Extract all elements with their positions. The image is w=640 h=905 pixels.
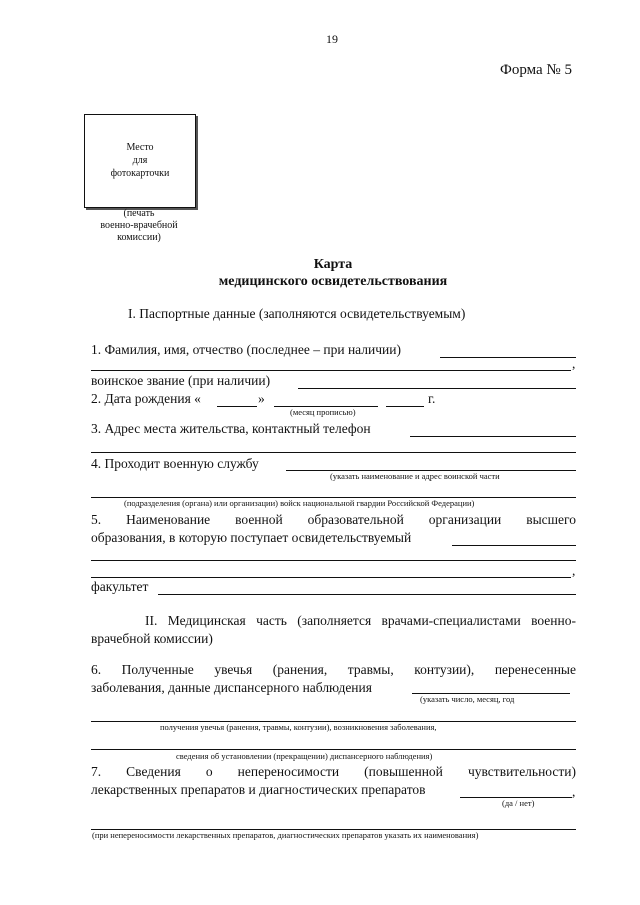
rank-fill-line[interactable] [298,388,576,389]
birth-day-line[interactable] [217,406,257,407]
item-7-comma: , [572,784,576,799]
item-5-fill-line[interactable] [452,545,576,546]
item-2-label: 2. Дата рождения « [91,391,201,406]
item-2-quote: » [258,391,265,406]
item-5-label-line-2: образования, в которую поступает освидетельствуемый [91,530,412,545]
document-title: Карта [313,257,353,272]
stamp-caption: (печать военно-врачебной комиссии) [100,208,178,243]
item-6-hint-2: получения увечья (ранения, травмы, контузии), возникновения заболевания, [160,722,437,732]
faculty-label: факультет [91,579,149,594]
item-1-fill-line-2[interactable] [91,370,571,371]
item-1-comma: , [572,356,576,371]
item-7-label-line-2: лекарственных препаратов и диагностических препаратов [91,782,426,797]
item-6-hint-3: сведения об установлении (прекращении) диспансерного наблюдения) [176,751,433,761]
item-1-fill-line[interactable] [440,357,576,358]
page-number: 19 [326,32,338,46]
document-subtitle: медицинского освидетельствования [218,274,448,289]
birth-year-line[interactable] [386,406,424,407]
item-4-hint: (указать наименование и адрес воинской части [330,471,500,481]
item-7-hint-2: (при непереносимости лекарственных препаратов, диагностических препаратов указать их наименования) [92,830,479,840]
section-2-heading-line-2: врачебной комиссии) [91,631,213,646]
form-label: Форма № 5 [500,62,572,78]
item-5-fill-line-2[interactable] [91,560,576,561]
item-6-label-line-1: 6. Полученные увечья (ранения, травмы, контузии), перенесенные [91,662,576,677]
item-5-comma: , [572,563,576,578]
item-2-hint: (месяц прописью) [290,407,356,417]
item-1-label: 1. Фамилия, имя, отчество (последнее – при наличии) [91,342,401,357]
item-2-year-suffix: г. [428,391,436,406]
item-5-label-line-1: 5. Наименование военной образовательной организации высшего [91,512,576,527]
photo-placeholder-text: Место для фотокарточки [110,142,170,179]
item-5-fill-line-3[interactable] [91,577,571,578]
item-3-fill-line[interactable] [410,436,576,437]
section-2-heading-line-1: II. Медицинская часть (заполняется врачами-специалистами военно- [145,613,576,628]
photo-placeholder-box [84,114,196,208]
item-3-fill-line-2[interactable] [91,452,576,453]
section-1-heading: I. Паспортные данные (заполняются освидетельствуемым) [128,306,466,321]
item-6-fill-line-3[interactable] [91,749,576,750]
item-6-hint-1: (указать число, месяц, год [420,694,515,704]
item-4-hint-2: (подразделения (органа) или организации) войск национальной гвардии Российской Федерации) [124,498,475,508]
item-7-label-line-1: 7. Сведения о непереносимости (повышенной чувствительности) [91,764,576,779]
item-6-label-line-2: заболевания, данные диспансерного наблюдения [91,680,372,695]
item-4-label: 4. Проходит военную службу [91,456,259,471]
rank-label: воинское звание (при наличии) [91,373,271,388]
faculty-fill-line[interactable] [158,594,576,595]
item-7-hint-1: (да / нет) [502,798,535,808]
item-3-label: 3. Адрес места жительства, контактный телефон [91,421,371,436]
